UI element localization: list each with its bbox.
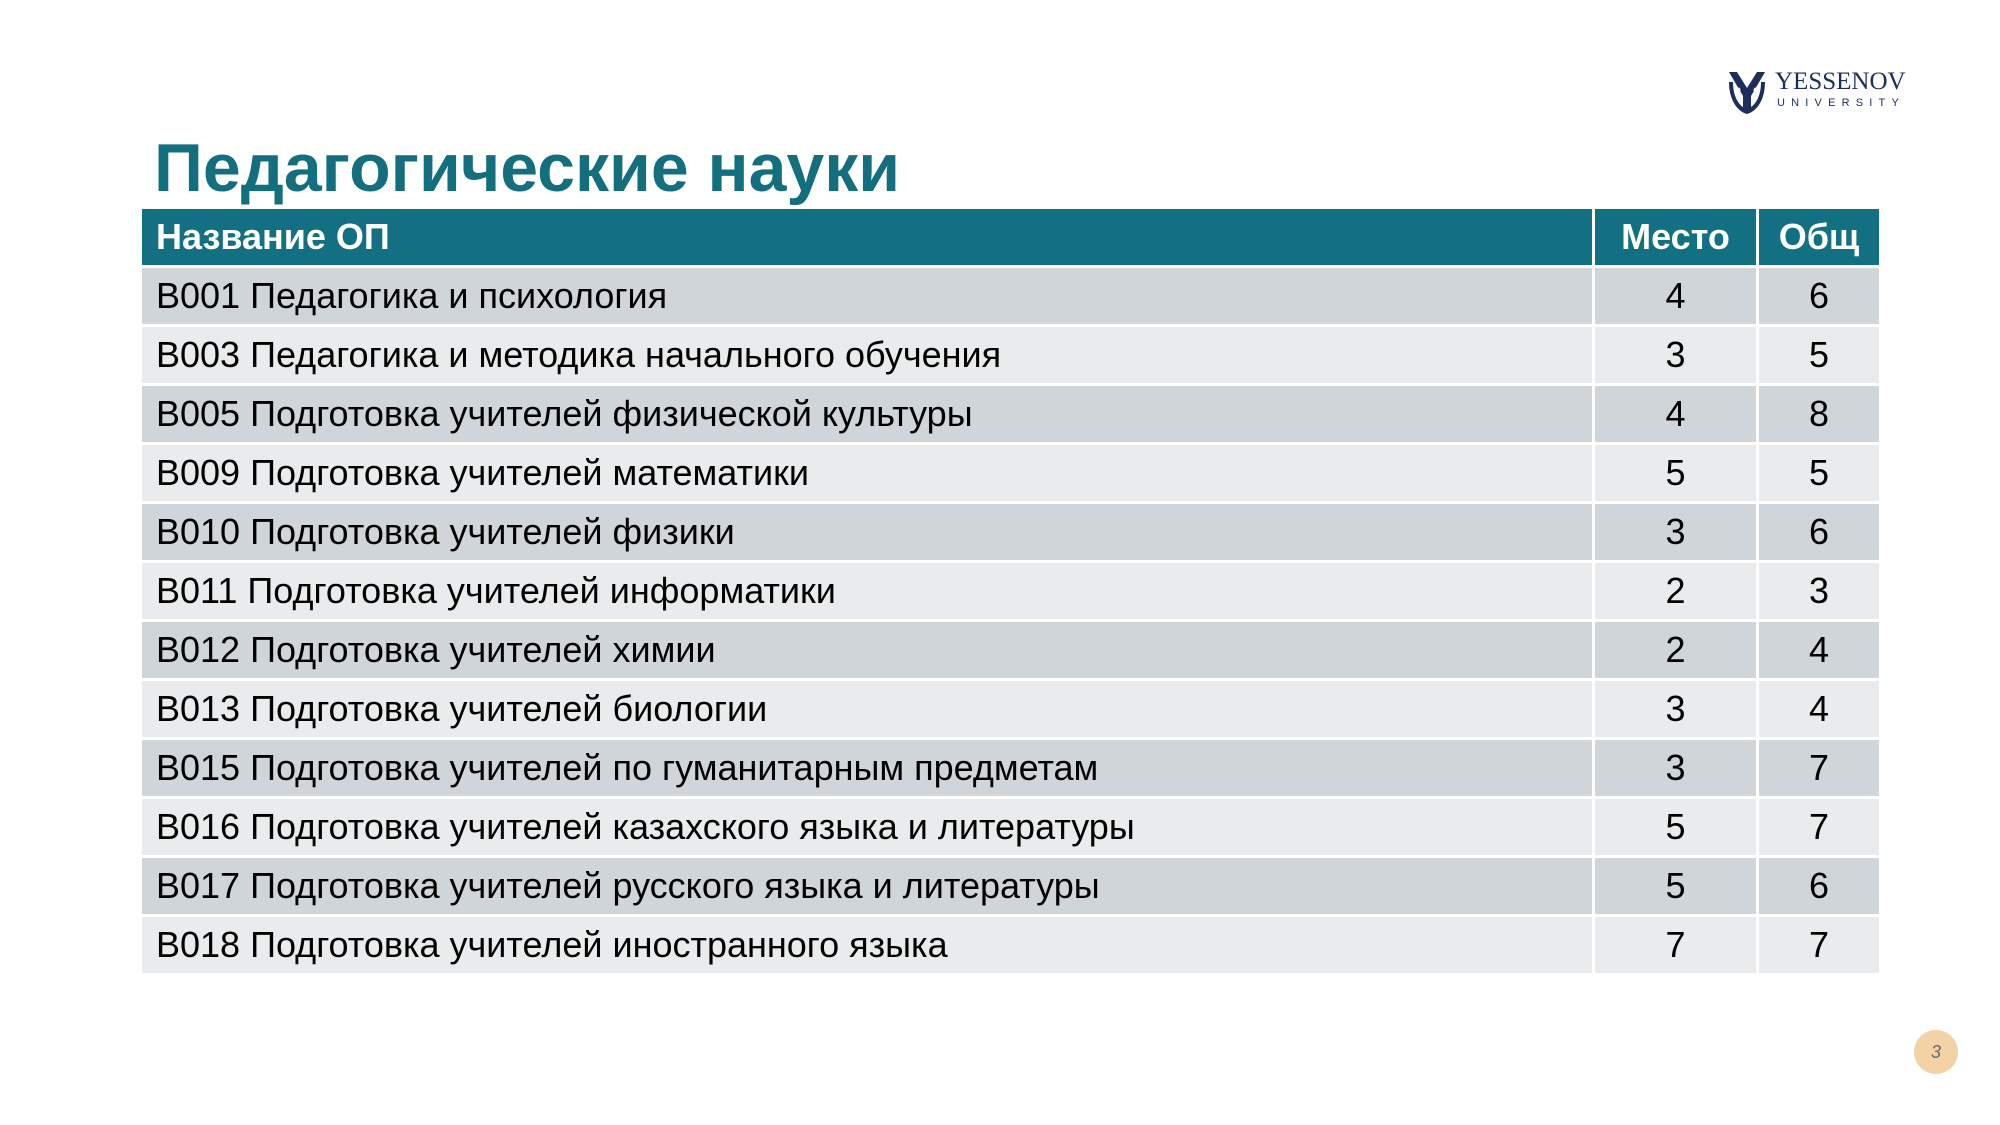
program-name-cell: B017 Подготовка учителей русского языка и литературы (141, 857, 1594, 916)
page-number-badge: 3 (1914, 1030, 1958, 1074)
total-cell: 6 (1758, 857, 1881, 916)
program-name-cell: B009 Подготовка учителей математики (141, 444, 1594, 503)
place-cell: 4 (1594, 385, 1758, 444)
table-row (141, 444, 1881, 503)
table-row (141, 385, 1881, 444)
place-cell: 2 (1594, 621, 1758, 680)
table-row (141, 739, 1881, 798)
total-cell: 7 (1758, 798, 1881, 857)
place-cell: 4 (1594, 267, 1758, 326)
logo-name: YESSENOV (1775, 68, 1906, 95)
place-cell: 3 (1594, 326, 1758, 385)
total-cell: 4 (1758, 680, 1881, 739)
table-row (141, 680, 1881, 739)
column-header-total: Общ (1758, 208, 1881, 267)
programs-table (139, 206, 1879, 976)
place-cell: 3 (1594, 680, 1758, 739)
program-name-cell: B015 Подготовка учителей по гуманитарным предметам (141, 739, 1594, 798)
place-cell: 5 (1594, 444, 1758, 503)
total-cell: 8 (1758, 385, 1881, 444)
column-header-name: Название ОП (141, 208, 1594, 267)
table-row (141, 267, 1881, 326)
table-row (141, 621, 1881, 680)
table-row (141, 562, 1881, 621)
program-name-cell: B016 Подготовка учителей казахского языка и литературы (141, 798, 1594, 857)
place-cell: 3 (1594, 739, 1758, 798)
total-cell: 4 (1758, 621, 1881, 680)
table-row (141, 503, 1881, 562)
university-logo (1725, 64, 1906, 120)
program-name-cell: B005 Подготовка учителей физической культуры (141, 385, 1594, 444)
page-title: Педагогические науки (154, 130, 901, 206)
total-cell: 6 (1758, 267, 1881, 326)
table-header-row (141, 208, 1881, 267)
total-cell: 7 (1758, 916, 1881, 975)
total-cell: 7 (1758, 739, 1881, 798)
table-row (141, 916, 1881, 975)
program-name-cell: B010 Подготовка учителей физики (141, 503, 1594, 562)
logo-subtitle: UNIVERSITY (1777, 97, 1906, 109)
program-name-cell: B018 Подготовка учителей иностранного языка (141, 916, 1594, 975)
place-cell: 5 (1594, 857, 1758, 916)
total-cell: 5 (1758, 444, 1881, 503)
total-cell: 6 (1758, 503, 1881, 562)
table-row (141, 326, 1881, 385)
place-cell: 3 (1594, 503, 1758, 562)
column-header-place: Место (1594, 208, 1758, 267)
program-name-cell: B011 Подготовка учителей информатики (141, 562, 1594, 621)
program-name-cell: B012 Подготовка учителей химии (141, 621, 1594, 680)
program-name-cell: B013 Подготовка учителей биологии (141, 680, 1594, 739)
place-cell: 5 (1594, 798, 1758, 857)
table-row (141, 857, 1881, 916)
total-cell: 3 (1758, 562, 1881, 621)
yessenov-emblem-icon (1725, 68, 1769, 116)
place-cell: 7 (1594, 916, 1758, 975)
total-cell: 5 (1758, 326, 1881, 385)
program-name-cell: B003 Педагогика и методика начального обучения (141, 326, 1594, 385)
program-name-cell: B001 Педагогика и психология (141, 267, 1594, 326)
place-cell: 2 (1594, 562, 1758, 621)
table-row (141, 798, 1881, 857)
